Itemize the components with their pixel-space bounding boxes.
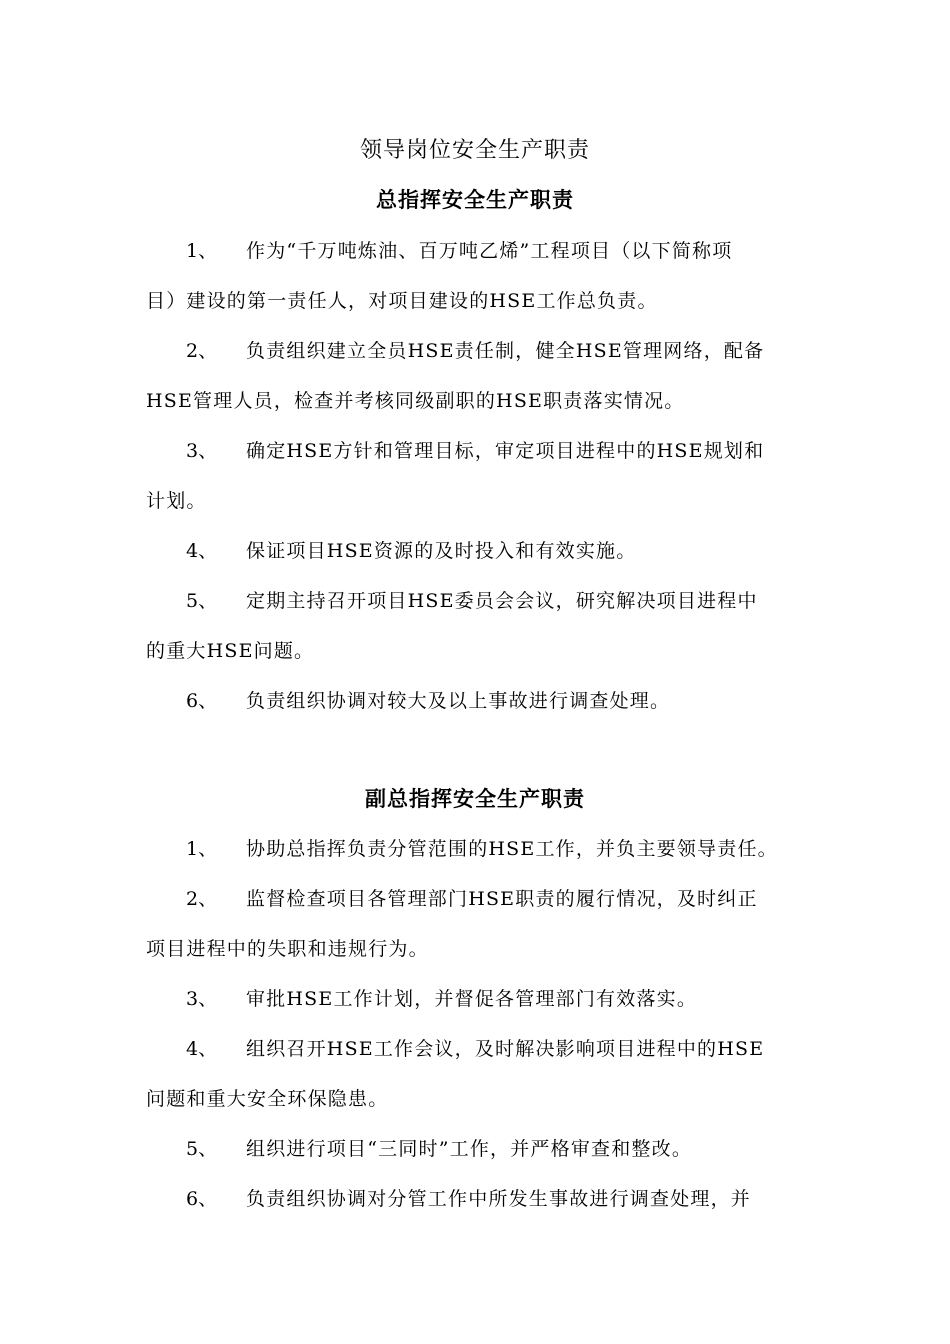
item-text: 定期主持召开项目HSE委员会会议，研究解决项目进程中 xyxy=(246,590,758,612)
document-title: 领导岗位安全生产职责 xyxy=(359,138,590,163)
item-text-continued: 问题和重大安全环保隐患。 xyxy=(146,1088,389,1110)
item-text: 协助总指挥负责分管范围的HSE工作，并负主要领导责任。 xyxy=(246,838,778,860)
section-heading-commander: 总指挥安全生产职责 xyxy=(376,188,574,212)
item-text: 组织召开HSE工作会议，及时解决影响项目进程中的HSE xyxy=(246,1038,765,1060)
item-number: 2、 xyxy=(186,888,218,910)
item-text: 负责组织建立全员HSE责任制，健全HSE管理网络，配备 xyxy=(246,340,765,362)
item-number: 2、 xyxy=(186,340,218,362)
item-number: 3、 xyxy=(186,440,218,462)
section-heading-deputy-commander: 副总指挥安全生产职责 xyxy=(365,787,585,811)
item-text: 审批HSE工作计划，并督促各管理部门有效落实。 xyxy=(246,988,698,1010)
item-number: 1、 xyxy=(186,838,218,860)
item-text: 保证项目HSE资源的及时投入和有效实施。 xyxy=(246,540,637,562)
item-text: 确定HSE方针和管理目标，审定项目进程中的HSE规划和 xyxy=(246,440,765,462)
item-text: 作为“千万吨炼油、百万吨乙烯”工程项目（以下简称项 xyxy=(246,240,733,262)
item-text: 组织进行项目“三同时”工作，并严格审查和整改。 xyxy=(246,1138,693,1160)
item-number: 4、 xyxy=(186,540,218,562)
item-text-continued: HSE管理人员，检查并考核同级副职的HSE职责落实情况。 xyxy=(146,390,685,412)
item-number: 1、 xyxy=(186,240,218,262)
item-number: 6、 xyxy=(186,690,218,712)
item-text-continued: 的重大HSE问题。 xyxy=(146,640,315,662)
item-text-continued: 目）建设的第一责任人，对项目建设的HSE工作总负责。 xyxy=(146,290,658,312)
item-text-continued: 计划。 xyxy=(146,490,207,512)
item-number: 5、 xyxy=(186,1138,218,1160)
item-number: 6、 xyxy=(186,1188,218,1210)
item-text-continued: 项目进程中的失职和违规行为。 xyxy=(146,938,429,960)
item-text: 监督检查项目各管理部门HSE职责的履行情况，及时纠正 xyxy=(246,888,758,910)
item-text: 负责组织协调对分管工作中所发生事故进行调查处理，并 xyxy=(246,1188,752,1210)
item-number: 4、 xyxy=(186,1038,218,1060)
item-number: 3、 xyxy=(186,988,218,1010)
item-text: 负责组织协调对较大及以上事故进行调查处理。 xyxy=(246,690,671,712)
item-number: 5、 xyxy=(186,590,218,612)
